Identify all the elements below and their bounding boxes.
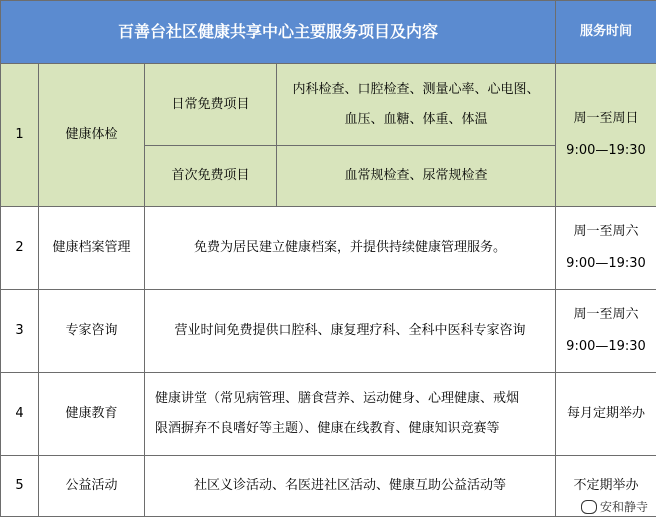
service-time xyxy=(556,64,656,207)
row-number: 3 xyxy=(1,290,39,373)
service-content: 血常规检查、尿常规检查 xyxy=(277,146,556,207)
service-time xyxy=(556,290,656,373)
item-category: 日常免费项目 xyxy=(145,64,277,146)
table-header-row xyxy=(1,1,656,64)
service-time-header: 服务时间 xyxy=(556,1,656,64)
service-name: 健康档案管理 xyxy=(39,207,145,290)
service-name: 健康教育 xyxy=(39,373,145,456)
service-name: 专家咨询 xyxy=(39,290,145,373)
time-days: 周一至周日 xyxy=(573,111,639,126)
time-days: 周一至周六 xyxy=(573,307,639,322)
watermark xyxy=(579,497,650,516)
table-row xyxy=(1,290,656,373)
service-content xyxy=(277,64,556,146)
row-number: 4 xyxy=(1,373,39,456)
time-hours: 9:00—19:30 xyxy=(566,143,646,158)
table-row xyxy=(1,207,656,290)
table-title: 百善台社区健康共享中心主要服务项目及内容 xyxy=(1,1,556,64)
service-name: 公益活动 xyxy=(39,456,145,517)
content-line: 内科检查、口腔检查、测量心率、心电图、 xyxy=(292,81,540,97)
content-line: 血压、血糖、体重、体温 xyxy=(344,111,488,127)
content-line: 健康讲堂（常见病管理、膳食营养、运动健身、心理健康、戒烟 xyxy=(155,391,520,406)
watermark-text: 安和静寺 xyxy=(599,500,648,514)
table-row xyxy=(1,373,656,456)
service-time: 不定期举办 xyxy=(556,456,656,517)
service-time xyxy=(556,207,656,290)
table-row xyxy=(1,456,656,517)
service-content: 免费为居民建立健康档案，并提供持续健康管理服务。 xyxy=(145,207,556,290)
row-number: 5 xyxy=(1,456,39,517)
time-hours: 9:00—19:30 xyxy=(566,256,646,271)
time-hours: 9:00—19:30 xyxy=(566,339,646,354)
service-content: 社区义诊活动、名医进社区活动、健康互助公益活动等 xyxy=(145,456,556,517)
service-name: 健康体检 xyxy=(39,64,145,207)
service-content: 营业时间免费提供口腔科、康复理疗科、全科中医科专家咨询 xyxy=(145,290,556,373)
service-content xyxy=(145,373,556,456)
time-days: 周一至周六 xyxy=(573,224,639,239)
content-line: 限酒摒弃不良嗜好等主题）、健康在线教育、健康知识竞赛等 xyxy=(155,421,500,436)
wechat-icon xyxy=(581,500,597,514)
item-category: 首次免费项目 xyxy=(145,146,277,207)
row-number: 1 xyxy=(1,64,39,207)
row-number: 2 xyxy=(1,207,39,290)
table-row xyxy=(1,64,656,146)
service-time: 每月定期举办 xyxy=(556,373,656,456)
